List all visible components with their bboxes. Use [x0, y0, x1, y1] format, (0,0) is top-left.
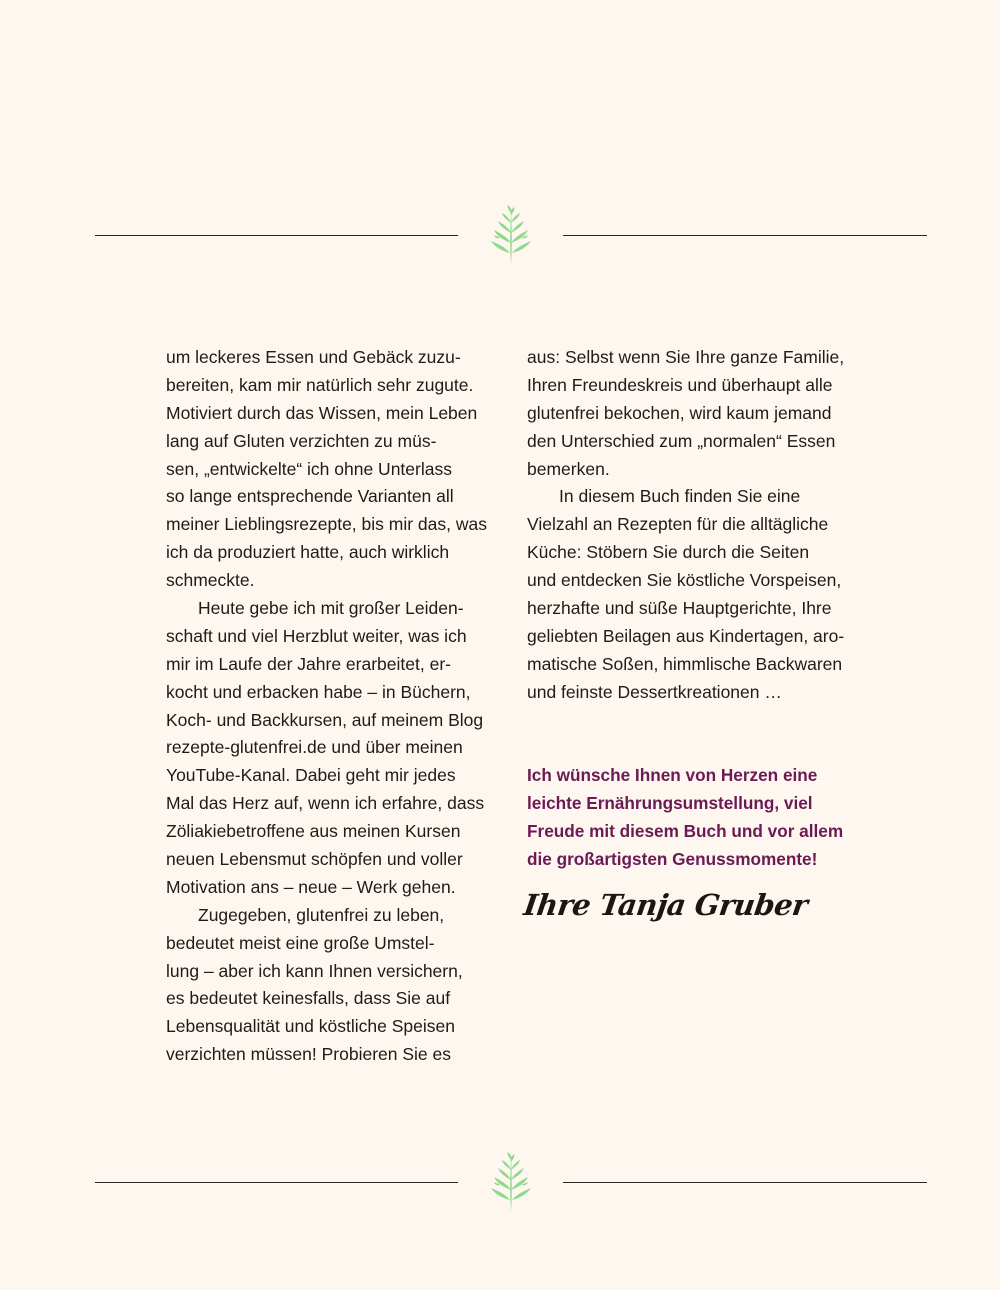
text-line: bereiten, kam mir natürlich sehr zugute. — [166, 374, 474, 395]
text-line: schmeckte. — [166, 570, 255, 591]
paragraph-start-line: In diesem Buch finden Sie eine — [559, 486, 801, 507]
closing-line: die großartigsten Genussmomente! — [527, 848, 818, 869]
text-line: mir im Laufe der Jahre erarbeitet, er- — [166, 653, 451, 674]
text-line: Lebensqualität und köstliche Speisen — [166, 1016, 455, 1037]
closing-wish — [527, 762, 887, 874]
left-text-column — [166, 344, 506, 1069]
text-line: und entdecken Sie köstliche Vorspeisen, — [527, 570, 842, 591]
text-line: es bedeutet keinesfalls, dass Sie auf — [166, 988, 451, 1009]
text-line: den Unterschied zum „normalen“ Essen — [527, 430, 836, 451]
text-line: um leckeres Essen und Gebäck zuzu- — [166, 347, 461, 367]
text-line: schaft und viel Herzblut weiter, was ich — [166, 625, 467, 646]
divider-rule-right — [563, 1182, 927, 1183]
text-line: geliebten Beilagen aus Kindertagen, aro- — [527, 625, 845, 646]
leaf-sprig-icon — [490, 1152, 532, 1212]
closing-line: Freude mit diesem Buch und vor allem — [527, 820, 844, 841]
text-line: ich da produziert hatte, auch wirklich — [166, 542, 450, 563]
text-line: aus: Selbst wenn Sie Ihre ganze Familie, — [527, 347, 845, 367]
leaf-sprig-icon — [490, 205, 532, 265]
text-line: herzhafte und süße Hauptgerichte, Ihre — [527, 598, 832, 619]
bottom-ornament-divider — [95, 1152, 927, 1212]
right-text-column — [527, 344, 867, 707]
text-line: Ihren Freundeskreis und überhaupt alle — [527, 374, 833, 395]
paragraph-start-line: Zugegeben, glutenfrei zu leben, — [198, 904, 445, 925]
divider-rule-left — [95, 1182, 458, 1183]
text-line: meiner Lieblingsrezepte, bis mir das, was — [166, 514, 487, 535]
text-line: Motivation ans – neue – Werk gehen. — [166, 876, 456, 897]
divider-rule-right — [563, 235, 927, 236]
text-line: neuen Lebensmut schöpfen und voller — [166, 849, 463, 870]
text-line: sen, „entwickelte“ ich ohne Unterlass — [166, 458, 452, 479]
text-line: und feinste Dessertkreationen … — [527, 681, 782, 702]
text-line: Vielzahl an Rezepten für die alltägliche — [527, 514, 829, 535]
text-line: Mal das Herz auf, wenn ich erfahre, dass — [166, 793, 485, 814]
text-line: so lange entsprechende Varianten all — [166, 486, 454, 507]
author-signature: Ihre Tanja Gruber — [521, 888, 810, 922]
text-line: rezepte-glutenfrei.de und über meinen — [166, 737, 463, 758]
text-line: verzichten müssen! Probieren Sie es — [166, 1044, 451, 1065]
text-line: Zöliakiebetroffene aus meinen Kursen — [166, 821, 461, 842]
closing-line: Ich wünsche Ihnen von Herzen eine — [527, 765, 818, 785]
text-line: kocht und erbacken habe – in Büchern, — [166, 681, 471, 702]
text-line: Koch- und Backkursen, auf meinem Blog — [166, 709, 484, 730]
text-line: YouTube-Kanal. Dabei geht mir jedes — [166, 765, 456, 786]
text-line: Küche: Stöbern Sie durch die Seiten — [527, 542, 810, 563]
text-line: glutenfrei bekochen, wird kaum jemand — [527, 402, 832, 423]
text-line: bedeutet meist eine große Umstel- — [166, 932, 435, 953]
text-line: Motiviert durch das Wissen, mein Leben — [166, 402, 478, 423]
text-line: matische Soßen, himmlische Backwaren — [527, 653, 843, 674]
closing-line: leichte Ernährungsumstellung, viel — [527, 792, 813, 813]
top-ornament-divider — [95, 205, 927, 265]
paragraph-start-line: Heute gebe ich mit großer Leiden- — [198, 598, 464, 619]
text-line: lung – aber ich kann Ihnen versichern, — [166, 960, 463, 981]
divider-rule-left — [95, 235, 458, 236]
text-line: lang auf Gluten verzichten zu müs- — [166, 430, 437, 451]
text-line: bemerken. — [527, 458, 610, 479]
